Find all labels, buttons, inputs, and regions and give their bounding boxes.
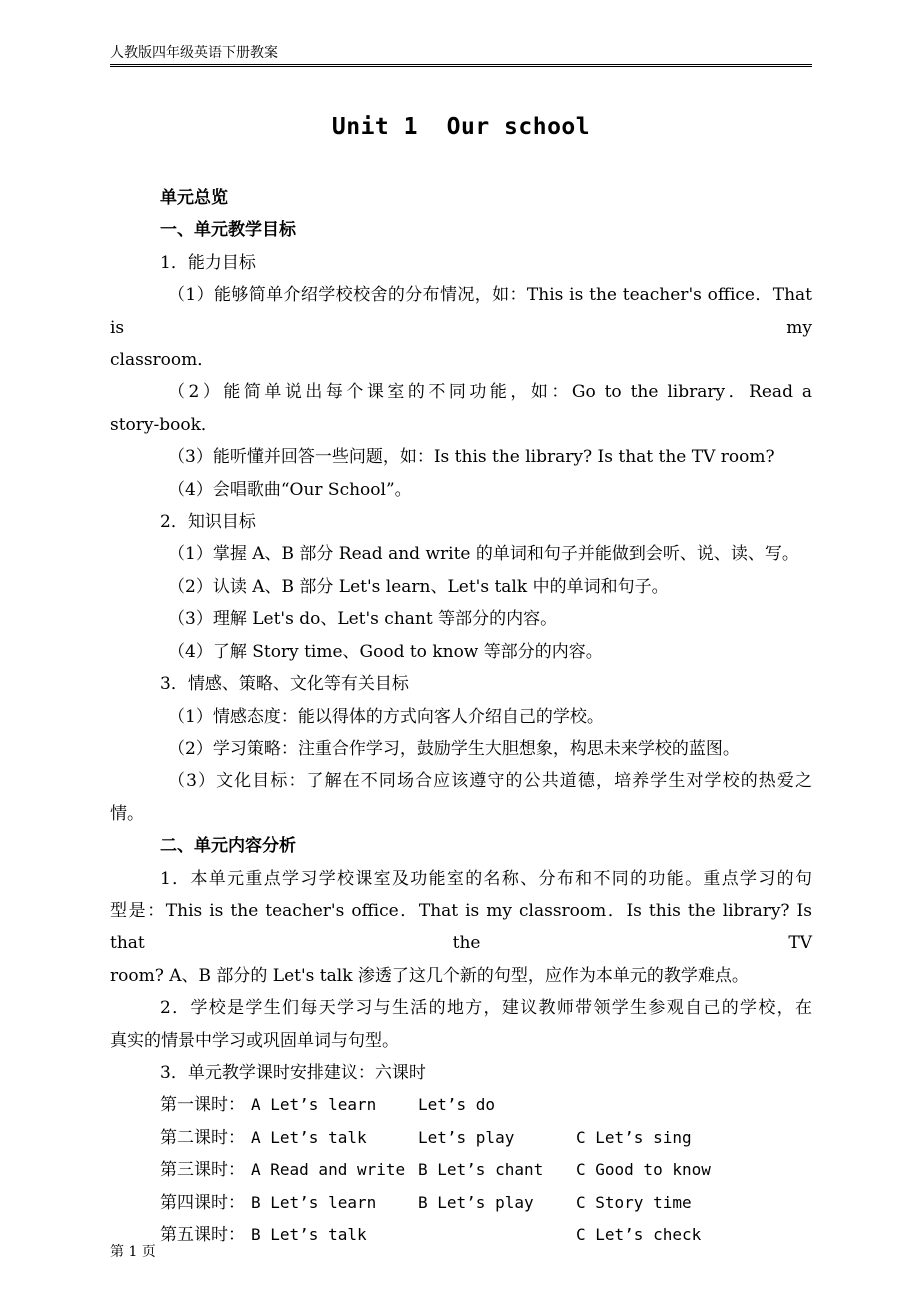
running-header: 人教版四年级英语下册教案 [110,45,278,61]
subheading-knowledge: 2．知识目标 [160,512,256,533]
knowledge-item-3: （3）理解 Let's do、Let's chant 等部分的内容。 [168,609,558,630]
subheading-ability: 1．能力目标 [160,252,256,273]
ability-item-4: （4）会唱歌曲“Our School”。 [168,479,412,500]
schedule-row-3 [110,1154,812,1186]
knowledge-item-1: （1）掌握 A、B 部分 Read and write 的单词和句子并能做到会听、说、读、写。 [168,544,799,565]
emotion-item-1: （1）情感态度：能以得体的方式向客人介绍自己的学校。 [168,706,604,727]
emotion-item-3: （3）文化目标：了解在不同场合应该遵守的公共道德，培养学生对学校的热爱之 [168,771,812,792]
analysis-para-1-line-3: room? A、B 部分的 Let's talk 渗透了这几个新的句型，应作为本单元的教学难点。 [110,965,749,986]
schedule-cell: B Let’s talk [251,1225,367,1244]
schedule-cell: A Let’s talk [251,1127,367,1147]
schedule-cell: C Let’s check [576,1225,702,1244]
page-title: Unit 1 Our school [331,114,591,140]
schedule-row-5 [110,1219,812,1251]
knowledge-item-4: （4）了解 Story time、Good to know 等部分的内容。 [168,641,603,662]
document-body [110,182,812,1251]
header-rule [110,64,812,67]
schedule-cell: A Let’s learn [251,1095,377,1115]
schedule-cell: A Read and write [251,1160,406,1180]
schedule-label: 第五课时： [160,1225,245,1245]
schedule-row-4 [110,1187,812,1219]
schedule-cell: B Let’s chant [418,1160,544,1180]
ability-item-1: （1）能够简单介绍学校校舍的分布情况，如：This is the teacher's office．That is my [110,285,812,338]
section-heading-objectives: 一、单元教学目标 [160,220,296,241]
ability-item-2-cont: story-book． [110,414,218,435]
page-number: 第 1 页 [110,1244,156,1260]
ability-item-2: （2）能简单说出每个课室的不同功能，如：Go to the library．Read a [168,382,812,403]
schedule-label: 第四课时： [160,1192,245,1213]
schedule-row-1 [110,1089,812,1121]
schedule-label: 第三课时： [160,1160,245,1181]
schedule-cell: C Story time [576,1192,692,1212]
schedule-cell: B Let’s play [418,1192,534,1212]
analysis-para-2-line-2: 真实的情景中学习或巩固单词与句型。 [110,1030,399,1051]
analysis-para-1: 1．本单元重点学习学校课室及功能室的名称、分布和不同的功能。重点学习的句 [160,868,812,889]
subheading-emotion: 3．情感、策略、文化等有关目标 [160,674,409,695]
analysis-para-3: 3．单元教学课时安排建议：六课时 [160,1062,426,1083]
schedule-cell [418,1219,576,1251]
ability-item-3: （3）能听懂并回答一些问题，如：Is this the library? Is that the TV room? [168,447,775,468]
unit-overview-heading: 单元总览 [160,188,228,208]
schedule-label: 第二课时： [160,1127,245,1148]
schedule-cell: C Let’s sing [576,1127,692,1147]
section-heading-analysis: 二、单元内容分析 [160,836,296,857]
schedule-cell: B Let’s learn [251,1192,377,1212]
knowledge-item-2: （2）认读 A、B 部分 Let's learn、Let's talk 中的单词和句子。 [168,576,669,597]
schedule-label: 第一课时： [160,1095,245,1116]
schedule-cell: Let’s play [418,1127,515,1147]
analysis-para-1-line-2: 型是：This is the teacher's office．That is my classroom．Is this the library? Is that the TV [110,900,812,954]
schedule-cell: Let’s do [418,1095,496,1115]
schedule-row-2 [110,1122,812,1154]
schedule-cell [576,1089,736,1121]
analysis-para-2: 2．学校是学生们每天学习与生活的地方，建议教师带领学生参观自己的学校，在 [160,998,812,1019]
emotion-item-2: （2）学习策略：注重合作学习，鼓励学生大胆想象，构思未来学校的蓝图。 [168,738,740,759]
emotion-item-3-cont: 情。 [110,803,144,824]
schedule-cell: C Good to know [576,1160,711,1180]
ability-item-1-cont: classroom． [110,350,215,371]
lesson-schedule [110,1089,812,1251]
